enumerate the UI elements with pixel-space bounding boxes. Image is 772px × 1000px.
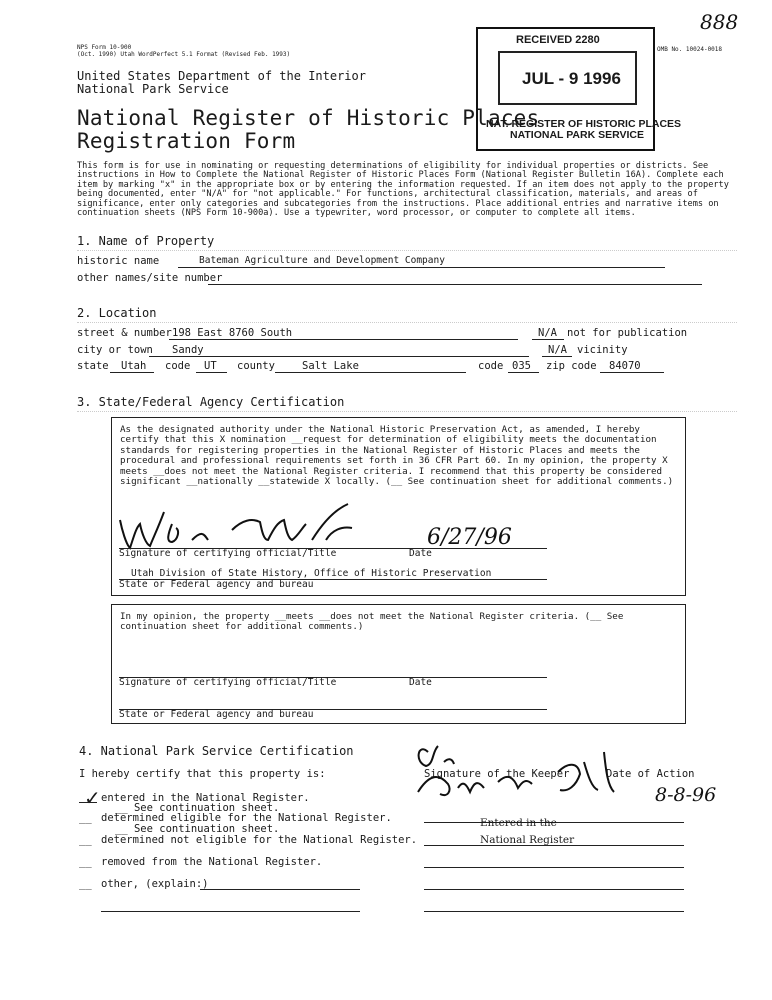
form-number: NPS Form 10-900 <box>77 44 132 51</box>
section-4-heading: 4. National Park Service Certification <box>79 744 354 758</box>
stamp-received: RECEIVED 2280 <box>516 34 600 46</box>
agency-value: Utah Division of State History, Office of Historic Preservation <box>131 568 492 579</box>
option-1-text: entered in the National Register. <box>101 792 310 804</box>
stamp-org-2: NATIONAL PARK SERVICE <box>510 129 644 141</box>
entered-stamp-2: National Register <box>480 834 575 846</box>
option-2-text: determined eligible for the National Register. <box>101 812 392 824</box>
option-1-check[interactable]: ✓ <box>84 786 101 810</box>
na-vicinity: N/A <box>548 344 567 356</box>
agency-line-2: National Park Service <box>77 82 229 96</box>
keeper-line-3 <box>424 867 684 868</box>
na-publication-line <box>532 339 564 340</box>
certification-text: As the designated authority under the National Historic Preservation Act, as amended, I hereby certify that this X nomination __request for determination of eligibility meets the documentation standards for registering properties in the National Register of Historic Places and meets the procedural and professional requirements set forth in 36 CFR Part 60. In my opinion, the property X meets __does not meet the National Register criteria. I recommend that this property be considered significant __nationally __statewide X locally. (__ See continuation sheet for additional comments.) <box>120 424 674 488</box>
option-4-text: removed from the National Register. <box>101 856 323 868</box>
option-2-sub: __ See continuation sheet. <box>115 823 280 835</box>
zip-label: zip code <box>546 360 597 372</box>
date-of-action-label: Date of Action <box>606 768 695 780</box>
form-revision: (Oct. 1990) Utah WordPerfect 5.1 Format (Revised Feb. 1993) <box>77 51 291 58</box>
street-line <box>169 339 518 340</box>
code-line <box>196 372 227 373</box>
city-line <box>149 356 529 357</box>
historic-name-value: Bateman Agriculture and Development Company <box>199 255 445 266</box>
code2-line <box>508 372 539 373</box>
code-label: code <box>165 360 191 372</box>
signature-label-1: Signature of certifying official/Title <box>119 548 337 559</box>
agency-line-1: United States Department of the Interior <box>77 69 366 83</box>
keeper-line-2 <box>424 845 684 846</box>
zip-line <box>600 372 664 373</box>
street-value: 198 East 8760 South <box>172 327 293 339</box>
other-explain-line-2 <box>101 911 360 912</box>
form-title-line-1: National Register of Historic Places <box>77 106 540 130</box>
historic-name-line <box>178 267 665 268</box>
other-explain-line <box>200 889 360 890</box>
city-label: city or town <box>77 344 153 356</box>
stamp-org-1: NAT. REGISTER OF HISTORIC PLACES <box>486 118 682 130</box>
option-1-sub: __ See continuation sheet. <box>115 802 280 814</box>
agency-label-2: State or Federal agency and bureau <box>119 709 314 720</box>
received-stamp <box>476 27 682 151</box>
signature-label-2: Signature of certifying official/Title <box>119 677 337 688</box>
vicinity-label: vicinity <box>577 344 628 356</box>
code2-value: 035 <box>512 360 531 372</box>
option-2-check[interactable]: __ <box>79 812 92 824</box>
option-5-check[interactable]: __ <box>79 878 92 890</box>
county-value: Salt Lake <box>302 360 359 372</box>
historic-name-label: historic name <box>77 255 160 267</box>
state-value: Utah <box>121 360 147 372</box>
keeper-line-4 <box>424 889 684 890</box>
street-label: street & number <box>77 327 172 339</box>
agency-label-1: State or Federal agency and bureau <box>119 579 314 590</box>
section-1-rule <box>77 250 737 251</box>
opinion-text: In my opinion, the property __meets __does not meet the National Register criteria. (__ See continuation sheet for additional comments.) <box>120 611 624 633</box>
option-3-check[interactable]: __ <box>79 834 92 846</box>
option-4-check[interactable]: __ <box>79 856 92 868</box>
section-2-rule <box>77 322 737 323</box>
city-value: Sandy <box>172 344 204 356</box>
keeper-signature-label: Signature of the Keeper <box>424 768 570 780</box>
corner-handwritten-mark: 888 <box>700 10 739 34</box>
form-title-line-2: Registration Form <box>77 129 296 153</box>
date-label-2: Date <box>409 677 432 688</box>
state-line <box>110 372 154 373</box>
date-label-1: Date <box>409 548 432 559</box>
option-1-check-line <box>79 802 97 803</box>
section-2-heading: 2. Location <box>77 306 157 320</box>
certifying-signature <box>112 500 362 555</box>
zip-value: 84070 <box>609 360 641 372</box>
keeper-date: 8-8-96 <box>655 784 717 806</box>
county-label: county <box>237 360 275 372</box>
na-publication: N/A <box>538 327 557 339</box>
option-5-text: other, (explain:) <box>101 878 209 890</box>
keeper-signature <box>408 732 628 812</box>
other-names-line <box>208 284 702 285</box>
code-value: UT <box>204 360 217 372</box>
certify-statement: I hereby certify that this property is: <box>79 768 326 780</box>
code2-label: code <box>478 360 504 372</box>
section-3-heading: 3. State/Federal Agency Certification <box>77 395 345 409</box>
not-for-publication-label: not for publication <box>567 327 688 339</box>
section-1-heading: 1. Name of Property <box>77 234 215 248</box>
section-3-rule <box>77 411 737 412</box>
state-label: state <box>77 360 109 372</box>
keeper-line-5 <box>424 911 684 912</box>
signed-date: 6/27/96 <box>427 525 512 550</box>
omb-number: OMB No. 10024-0018 <box>657 46 723 53</box>
stamp-date: JUL - 9 1996 <box>522 69 621 88</box>
county-line <box>275 372 466 373</box>
entered-stamp-1: Entered in the <box>480 817 557 829</box>
other-names-label: other names/site number <box>77 272 223 284</box>
option-3-text: determined not eligible for the National Register. <box>101 834 418 846</box>
instructions-paragraph: This form is for use in nominating or requesting determinations of eligibility for individual properties or districts. See instructions in How to Complete the National Register of Historic Places Form (National Register Bulletin 16A). Complete each item by marking "x" in the appropriate box or by entering the information requested. If an item does not apply to the property being documented, enter "N/A" for "not applicable." For functions, architectural classification, materials, and areas of significance, enter only categories and subcategories from the instructions. Place additional entries and narrative items on continuation sheets (NPS Form 10-900a). Use a typewriter, word processor, or computer to complete all items. <box>77 161 729 219</box>
na-vicinity-line <box>542 356 572 357</box>
